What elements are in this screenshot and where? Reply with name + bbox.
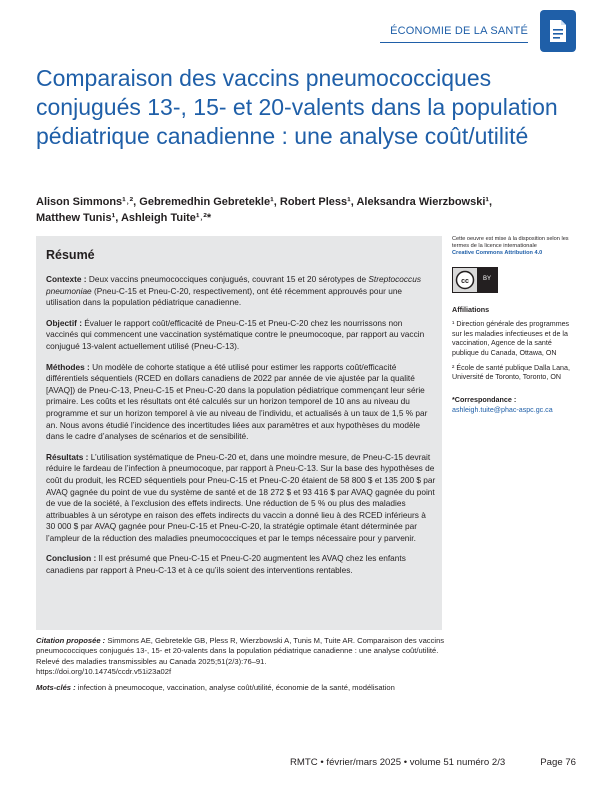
document-icon xyxy=(548,19,568,43)
abstract-objectif: Objectif : Évaluer le rapport coût/efficacité de Pneu-C-15 et Pneu-C-20 chez les nourrissons non vaccinés qui commencent une vaccination systématique contre le pneumocoque, par rapport au vaccin conjugué 13-valent actuellement utilisé (Pneu-C-13). xyxy=(46,317,425,351)
correspondence-heading: *Correspondance : xyxy=(452,394,517,404)
affiliations-heading: Affiliations xyxy=(452,305,490,314)
abstract-box xyxy=(36,236,442,630)
header-rule xyxy=(380,42,528,43)
keywords: Mots-clés : infection à pneumocoque, vaccination, analyse coût/utilité, économie de la santé, modélisation xyxy=(36,683,395,692)
abstract-methodes: Méthodes : Un modèle de cohorte statique a été utilisé pour estimer les rapports coût/efficacité différentiels séquentiels (RCED en dollars canadiens de 2022 par année de vie ajustée par la qualité [AVAQ]) de Pneu-C-13, Pneu-C-15 et Pneu-C-20 dans la population pédiatrique commençant leur série primaire. Les coûts et les résultats ont été calculés sur un horizon temporel de 10 ans au niveau du programme et sur un horizon temporel à vie au niveau de l’individu, et actualisés à un taux de 1,5 % par an. Nous avons étudié l’incidence des incertitudes liées aux paramètres et aux hypothèses du modèle dans le cadre d’analyses de scénarios et de sensibilité. xyxy=(46,361,428,442)
author-line-1: Alison Simmons¹˒², Gebremedhin Gebretekle¹, Robert Pless¹, Aleksandra Wierzbowski¹, xyxy=(36,196,493,208)
abstract-contexte: Contexte : Deux vaccins pneumococciques conjugués, couvrant 15 et 20 sérotypes de Streptococcus pneumoniae (Pneu-C-15 et Pneu-C-20, respectivement), ont été récemment approuvés pour une utilisation dans la population pédiatrique canadienne. xyxy=(46,274,421,308)
abstract-heading: Résumé xyxy=(46,248,95,262)
suggested-citation: Citation proposée : Simmons AE, Gebretekle GB, Pless R, Wierzbowski A, Tunis M, Tuite AR. Comparaison des vaccins pneumococciques conjugués 13-, 15- et 20-valents dans la population pédiatrique canadienne : une analyse coût/utilité. Relevé des maladies transmissibles au Canada 2025;51(2/3):76–91. https://doi.org/10.14745/ccdr.v51i23a02f xyxy=(36,636,445,677)
sidebar xyxy=(452,236,580,416)
abstract-resultats: Résultats : L’utilisation systématique de Pneu-C-20 et, dans une moindre mesure, de Pneu-C-15 devrait réduire le fardeau de l’infection à pneumocoque, par rapport à Pneu-C-13. Sur la base des hypothèses de coût du produit, les RCED séquentiels pour Pneu-C-15 et Pneu-C-20 étaient de 58 800 $ et 135 200 $ par AVAQ gagnée du point de vue du système de santé et de 18 272 $ et 93 416 $ par AVAQ gagnée du point de vue de la société, à l’exclusion des effets indirects. Une réduction de 5 % ou plus des maladies attribuables à un sérotype en raison des effets indirects du vaccin a donné lieu à des RCED inférieurs à 30 000 $ par AVAQ gagnée pour Pneu-C-15 et Pneu-C-20, la stratégie optimale étant déterminée par l’ampleur de la réduction des maladies pneumococciques et par le temps nécessaire pour y parvenir. xyxy=(46,451,436,543)
license-link[interactable]: Creative Commons Attribution 4.0 xyxy=(452,250,543,256)
doc-badge xyxy=(540,10,576,52)
abstract-conclusion: Conclusion : Il est présumé que Pneu-C-15 et Pneu-C-20 augmentent les AVAQ chez les enfants canadiens par rapport à Pneu-C-13 et à ce qu’ils soient des interventions rentables. xyxy=(46,553,406,576)
page-number: Page 76 xyxy=(540,757,576,768)
creative-commons-icon xyxy=(455,270,475,290)
license-notice: Cette oeuvre est mise à la disposition selon les termes de la licence internationale Creative Commons Attribution 4.0 xyxy=(452,236,569,256)
by-label: BY xyxy=(477,268,497,292)
author-list xyxy=(36,194,526,226)
footer-journal: RMTC • février/mars 2025 • volume 51 numéro 2/3 xyxy=(290,757,506,768)
page-title: Comparaison des vaccins pneumococciques conjugués 13-, 15- et 20-valents dans la population pédiatrique canadienne : une analyse coût/utilité xyxy=(36,65,558,149)
header-section-label: ÉCONOMIE DE LA SANTÉ xyxy=(390,25,528,37)
correspondence-email[interactable]: ashleigh.tuite@phac-aspc.gc.ca xyxy=(452,406,553,415)
affiliation-1: ¹ Direction générale des programmes sur les maladies infectieuses et de la vaccination, Agence de la santé publique du Canada, Ottawa, ON xyxy=(452,320,570,357)
author-line-2: Matthew Tunis¹, Ashleigh Tuite¹˒²* xyxy=(36,212,212,224)
svg-text:cc: cc xyxy=(461,278,469,285)
affiliation-2: ² École de santé publique Dalla Lana, Université de Toronto, Toronto, ON xyxy=(452,364,570,382)
doi-link[interactable]: https://doi.org/10.14745/ccdr.v51i23a02f xyxy=(36,667,172,677)
cc-by-badge[interactable] xyxy=(452,267,498,293)
